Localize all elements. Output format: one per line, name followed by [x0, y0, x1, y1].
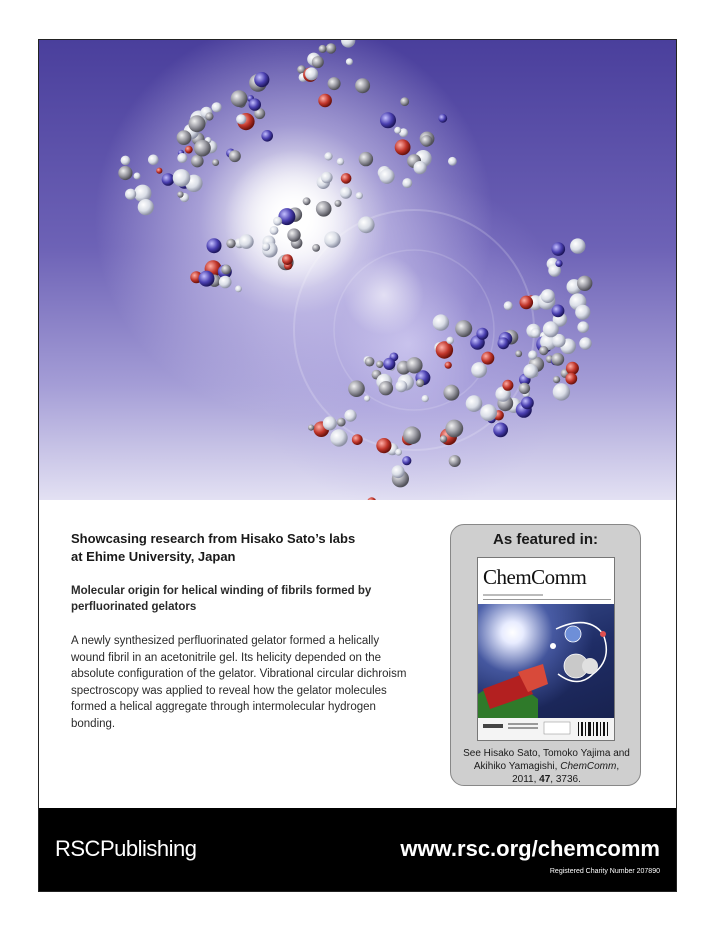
atom — [138, 199, 154, 215]
atom — [341, 173, 352, 184]
atom — [402, 178, 412, 188]
atom — [330, 429, 347, 446]
atom — [287, 228, 300, 241]
atom — [231, 90, 248, 107]
footer-bar — [39, 808, 676, 892]
atom — [446, 337, 454, 345]
atom — [356, 192, 363, 199]
cover-footer-marks — [478, 718, 615, 741]
citation-line-3 — [459, 773, 634, 786]
atom — [134, 185, 152, 203]
atom — [539, 346, 548, 355]
atom — [379, 169, 394, 184]
atom — [531, 328, 541, 338]
atom — [433, 314, 449, 330]
atom — [359, 152, 373, 166]
article-title-line-1: Molecular origin for helical winding of fibrils formed by — [71, 585, 372, 597]
atom — [376, 438, 391, 453]
atom — [189, 115, 206, 132]
atom — [380, 112, 396, 128]
atom — [262, 243, 270, 251]
atom — [577, 276, 592, 291]
atom — [121, 156, 131, 166]
atom — [308, 425, 314, 431]
atom — [235, 286, 242, 293]
atom — [471, 362, 487, 378]
citation-year: 2011, — [512, 774, 537, 785]
atom — [177, 130, 192, 145]
atom — [316, 201, 332, 217]
atom — [445, 362, 452, 369]
atom — [414, 161, 427, 174]
atom — [229, 150, 241, 162]
article-title — [71, 583, 401, 615]
atom — [212, 102, 222, 112]
atom — [219, 276, 232, 289]
featured-in-box — [450, 524, 641, 786]
atom — [565, 373, 577, 385]
atom — [480, 404, 497, 421]
atom — [335, 200, 342, 207]
atom — [352, 434, 363, 445]
atom — [212, 159, 219, 166]
cover-subtitle-line — [483, 594, 543, 596]
atom — [498, 337, 510, 349]
article-description: A newly synthesized perfluorinated gelator formed a helically wound fibril in an acetonitrile gel. Its helicity depended on the absolute configuration of the gelator. Vibrational circular dichroism spectroscopy was applied to reveal how the gelator molecules formed a helical aggregate through intermolecular hydrogen bonding. — [71, 635, 407, 730]
atom — [324, 231, 340, 247]
atom — [383, 358, 395, 370]
atom — [207, 238, 222, 253]
cover-footer — [478, 718, 615, 741]
atom — [552, 305, 565, 318]
atom — [395, 449, 402, 456]
atom — [148, 155, 159, 166]
atom — [577, 321, 589, 333]
atom — [551, 353, 564, 366]
molecule-illustration — [39, 40, 676, 500]
atom — [421, 135, 433, 147]
atom — [543, 321, 559, 337]
atom — [261, 130, 273, 142]
atom — [348, 380, 365, 397]
atom — [365, 357, 375, 367]
atom — [239, 234, 254, 249]
atom — [134, 173, 141, 180]
atom — [118, 166, 132, 180]
atom — [394, 127, 401, 134]
cover-rule — [483, 599, 611, 600]
atom — [443, 385, 459, 401]
atom — [422, 395, 429, 402]
citation-line-1: See Hisako Sato, Tomoko Yajima and — [463, 748, 630, 759]
atom — [481, 352, 494, 365]
atom — [396, 380, 408, 392]
atom — [270, 226, 279, 235]
atom — [162, 173, 175, 186]
atom — [402, 456, 411, 465]
charity-number: Registered Charity Number 207890 — [549, 868, 660, 875]
citation — [459, 747, 634, 786]
atom — [344, 410, 356, 422]
atom — [156, 168, 162, 174]
atom — [337, 158, 344, 165]
atom — [328, 77, 341, 90]
atom — [323, 416, 337, 430]
cover-art-drawing — [478, 604, 615, 718]
atom — [448, 157, 457, 166]
atom — [226, 239, 235, 248]
atom — [319, 45, 327, 53]
atom — [521, 397, 534, 410]
citation-pages: , 3736. — [550, 774, 581, 785]
atom — [312, 244, 320, 252]
atom — [515, 350, 522, 357]
atom — [553, 383, 570, 400]
atom — [440, 435, 447, 442]
atom — [466, 395, 483, 412]
atom — [493, 423, 508, 438]
citation-volume: 47 — [539, 774, 551, 785]
atom — [254, 72, 269, 87]
poster — [38, 39, 677, 892]
article-title-line-2: perfluorinated gelators — [71, 601, 197, 613]
atom — [476, 328, 488, 340]
atom — [575, 305, 590, 320]
atom — [392, 465, 405, 478]
citation-authors: Akihiko Yamagishi, — [473, 761, 558, 772]
atom — [364, 395, 370, 401]
atom — [519, 383, 530, 394]
cover-journal-title: ChemComm — [483, 565, 587, 589]
atom — [273, 217, 282, 226]
atom — [528, 350, 537, 359]
atom — [379, 381, 393, 395]
atom — [555, 260, 562, 267]
atom — [249, 98, 261, 110]
atom — [445, 420, 463, 438]
atom — [177, 191, 183, 197]
atom — [400, 97, 409, 106]
hero-image — [39, 40, 676, 500]
atom — [318, 94, 332, 108]
atom — [406, 357, 422, 373]
showcase-line-1: Showcasing research from Hisako Sato’s labs — [71, 531, 356, 546]
atom — [321, 172, 333, 184]
atom — [376, 361, 383, 368]
atom — [416, 379, 424, 387]
atom — [125, 189, 136, 200]
atom — [346, 58, 353, 65]
atom — [236, 114, 246, 124]
atom — [502, 380, 513, 391]
showcase-line-2: at Ehime University, Japan — [71, 549, 236, 564]
atom — [199, 271, 215, 287]
atom — [340, 187, 352, 199]
atom — [520, 296, 534, 310]
atom — [395, 139, 411, 155]
citation-line-2: Akihiko Yamagishi, ChemComm, — [473, 761, 620, 772]
atom — [403, 426, 421, 444]
atom — [194, 140, 211, 157]
atom — [438, 114, 447, 123]
atom — [191, 155, 204, 168]
atom — [449, 455, 461, 467]
atom — [455, 320, 472, 337]
atom — [553, 376, 560, 383]
showcase-heading — [71, 530, 411, 566]
website-link[interactable]: www.rsc.org/chemcomm — [400, 836, 660, 861]
journal-cover — [477, 557, 615, 741]
atom — [282, 254, 293, 265]
citation-journal: ChemComm — [560, 761, 617, 772]
atom — [185, 146, 193, 154]
atom — [523, 364, 538, 379]
atom — [367, 497, 376, 500]
publisher-logo: RSCPublishing — [55, 836, 197, 861]
atom — [305, 67, 318, 80]
featured-title: As featured in: — [492, 531, 598, 548]
atom — [221, 265, 231, 275]
atom — [579, 337, 591, 349]
atom — [355, 78, 370, 93]
atom — [358, 216, 375, 233]
atom — [337, 418, 346, 427]
atom — [312, 56, 324, 68]
atom — [341, 40, 355, 48]
atom — [303, 197, 311, 205]
atom — [326, 43, 336, 53]
cover-artwork — [478, 604, 615, 718]
atom — [177, 153, 187, 163]
atom — [324, 152, 332, 160]
atom — [173, 169, 191, 187]
atom — [570, 238, 585, 253]
atom — [541, 289, 555, 303]
atom — [205, 112, 213, 120]
atom — [552, 242, 566, 256]
atom — [504, 301, 513, 310]
